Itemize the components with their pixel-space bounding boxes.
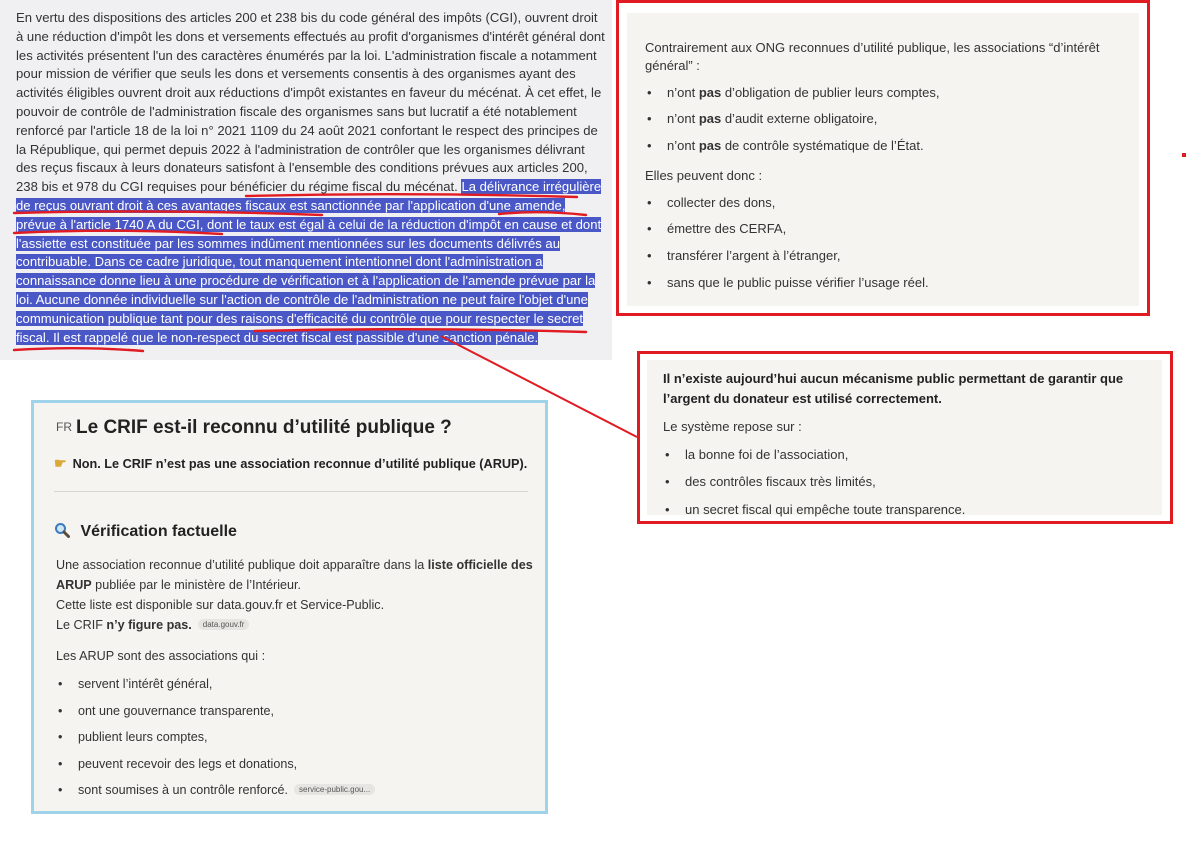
list-item: • n’ont pas d’obligation de publier leurs comptes,: [645, 84, 1127, 102]
card-title: FR Le CRIF est-il reconnu d’utilité publique ?: [56, 417, 452, 438]
underline-mark: [246, 194, 577, 197]
pointing-hand-icon: ☛: [54, 455, 67, 471]
list-item: • sont soumises à un contrôle renforcé. service-public.gou...: [56, 781, 375, 808]
underline-mark: [14, 348, 143, 351]
list-item: • collecter des dons,: [645, 194, 1127, 212]
list-item: • peuvent recevoir des legs et donations,: [56, 755, 375, 782]
list-item: • n’ont pas de contrôle systématique de l’État.: [645, 137, 1127, 155]
underline-mark: [14, 231, 222, 234]
source-chip-service-public[interactable]: service-public.gou...: [294, 784, 375, 795]
legal-highlighted-text: La délivrance irrégulière de reçus ouvrant droit à ces avantages fiscaux est sanctionnée par l'application d'une amende, prévue à l'article 1740 A du CGI, dont le taux est égal à celui de la réduction d'impôt en cause et dont l'assiette est constituée par les sommes indûment mentionnées sur les documents délivrés au contribuable. Dans ce cadre juridique, tout manquement intentionnel dont l'administration a connaissance donne lieu à une procédure de vérification et à l'application de l'amende prévue par la loi. Aucune donnée individuelle sur l'action de contrôle de l'administration ne peut faire l'objet d'une communication publique tant pour des raisons d'efficacité du contrôle que pour respecter le secret fiscal. Il est rappelé que le non-respect du secret fiscal est passible d'une sanction pénale.: [16, 179, 602, 345]
mechanism-heading: Il n’existe aujourd’hui aucun mécanisme public permettant de garantir que l’argent du donateur est utilisé correctement.: [663, 371, 1124, 406]
list-item: • la bonne foi de l’association,: [663, 446, 1148, 464]
underline-mark: [14, 211, 322, 215]
legal-plain-text: En vertu des dispositions des articles 200 et 238 bis du code général des impôts (CGI), ouvrent droit à une réduction d'impôt les dons et versements effectués au profit d'organismes d'intérêt général dont les activités présentent l'un des caractères énumérés par la loi. L'administration fiscale a notamment pour mission de vérifier que seuls les dons et versements consentis à des organismes ayant des activités éligibles ouvrent droit aux réductions d'impôt existantes en faveur du mécénat. À cet effet, le pouvoir de contrôle de l'administration fiscale des organismes sans but lucratif a été notablement renforcé par l'article 18 de la loi n° 2021 1109 du 24 août 2021 confortant le respect des principes de la République, qui permet depuis 2022 à l'administration de contrôler que les organismes délivrant des reçus fiscaux à leurs donateurs satisfont à l'ensemble des conditions prévues aux articles 200, 238 bis et 978 du CGI requises pour bénéficier du régime fiscal du mécénat.: [16, 10, 605, 195]
list-item: • des contrôles fiscaux très limités,: [663, 473, 1148, 491]
can-intro: Elles peuvent donc :: [645, 168, 763, 184]
list-item: • transférer l’argent à l’étranger,: [645, 247, 1127, 265]
list-item: • ont une gouvernance transparente,: [56, 702, 375, 729]
underline-mark: [499, 212, 586, 215]
source-chip-data-gouv[interactable]: data.gouv.fr: [198, 619, 250, 630]
list-item: • publient leurs comptes,: [56, 728, 375, 755]
answer-line: ☛ Non. Le CRIF n’est pas une association reconnue d’utilité publique (ARUP).: [54, 455, 528, 471]
underline-marks: [14, 194, 586, 351]
list-item: • sans que le public puisse vérifier l’usage réel.: [645, 274, 1127, 292]
list-item: • servent l’intérêt général,: [56, 675, 375, 702]
list-item: • un secret fiscal qui empêche toute transparence.: [663, 501, 1148, 519]
system-intro: Le système repose sur :: [663, 419, 802, 434]
connector-line: [441, 336, 637, 437]
language-tag: FR: [56, 420, 72, 434]
underline-mark: [255, 329, 586, 332]
list-item: • émettre des CERFA,: [645, 220, 1127, 238]
associations-intro: Contrairement aux ONG reconnues d’utilité publique, les associations “d’intérêt général” :: [645, 40, 1100, 73]
list-item: • n’ont pas d’audit externe obligatoire,: [645, 110, 1127, 128]
verification-heading: Vérification factuelle: [54, 522, 237, 541]
verification-text: Une association reconnue d’utilité publique doit apparaître dans la liste officielle des ARUP publiée par le ministère de l’Intérieur. Cette liste est disponible sur data.gouv.fr et Service-Public. Le CRIF n’y figure pas. data.gouv.fr: [56, 558, 533, 632]
arup-intro: Les ARUP sont des associations qui :: [56, 649, 266, 663]
